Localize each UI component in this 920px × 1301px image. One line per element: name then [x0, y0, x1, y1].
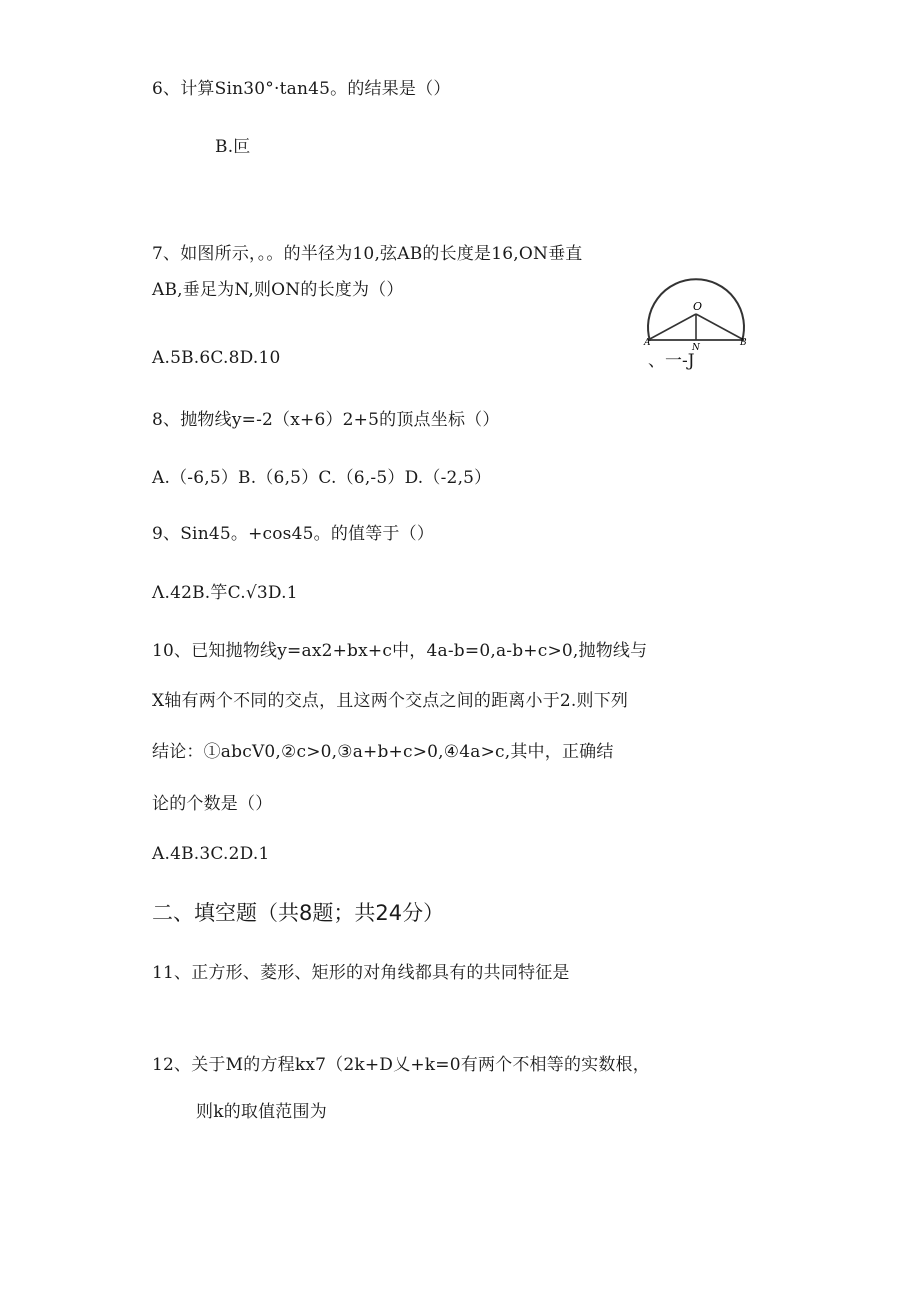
q10-options: A.4B.3C.2D.1 — [152, 844, 270, 864]
label-b: B — [740, 338, 747, 348]
q9-options: Λ.42B.竽C.√3D.1 — [152, 583, 298, 603]
q6-question: 6、计算Sin30°·tan45。的结果是（） — [152, 79, 451, 99]
figure-caption: 、一-J — [648, 351, 695, 371]
q12-question-line1: 12、关于M的方程kx7（2k+D乂+k=0有两个不相等的实数根， — [152, 1055, 650, 1075]
q10-question-line3: 结论：①abcV0,②c>0,③a+b+c>0,④4a>c,其中，正确结 — [152, 742, 614, 762]
label-n: N — [692, 343, 700, 353]
segment-ob — [696, 314, 744, 340]
q12-question-line2: 则k的取值范围为 — [196, 1102, 327, 1122]
q10-question-line2: X轴有两个不同的交点，且这两个交点之间的距离小于2.则下列 — [152, 691, 629, 711]
q6-option-b: B.叵 — [215, 137, 251, 157]
segment-oa — [648, 314, 696, 340]
label-o: O — [693, 300, 703, 313]
q11-question: 11、正方形、菱形、矩形的对角线都具有的共同特征是 — [152, 963, 570, 983]
q7-question-line2: AB,垂足为N,则ON的长度为（） — [152, 280, 404, 300]
section-title: 二、填空题（共8题；共24分） — [152, 901, 445, 925]
q10-question-line4: 论的个数是（） — [152, 794, 273, 814]
q7-question-line1: 7、如图所示，。。的半径为10,弦AB的长度是16,ON垂直 — [152, 244, 583, 264]
q8-options: A.（-6,5）B.（6,5）C.（6,-5）D.（-2,5） — [152, 468, 492, 488]
q10-question-line1: 10、已知抛物线y=ax2+bx+c中，4a-b=0,a-b+c>0,抛物线与 — [152, 641, 648, 661]
q9-question: 9、Sin45。+cos45。的值等于（） — [152, 524, 435, 544]
label-a: A — [644, 338, 651, 348]
q7-options: A.5B.6C.8D.10 — [152, 348, 281, 368]
q8-question: 8、抛物线y=-2（x+6）2+5的顶点坐标（） — [152, 410, 500, 430]
